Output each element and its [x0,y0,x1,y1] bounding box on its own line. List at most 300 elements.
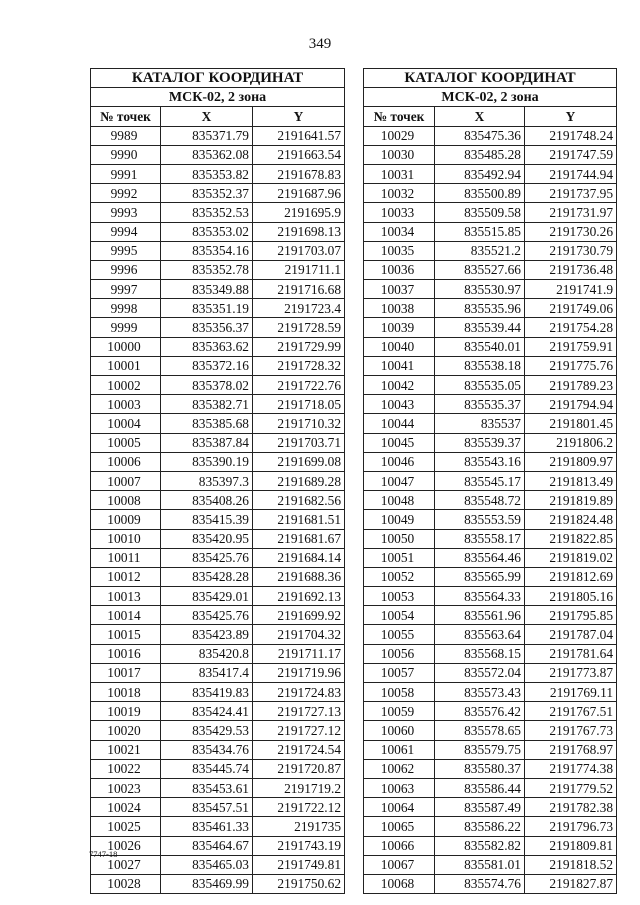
cell-x: 835564.46 [435,548,525,567]
cell-x: 835527.66 [435,260,525,279]
table-row [364,778,617,797]
cell-x: 835539.37 [435,433,525,452]
cell-x: 835353.02 [161,222,253,241]
cell-point-number: 10011 [91,548,161,567]
cell-y: 2191794.94 [525,395,617,414]
cell-x: 835382.71 [161,395,253,414]
table-row [364,299,617,318]
cell-point-number: 10033 [364,203,435,222]
table-row [91,683,345,702]
table-row [364,356,617,375]
cell-point-number: 10055 [364,625,435,644]
table-row [364,644,617,663]
cell-point-number: 10013 [91,587,161,606]
cell-y: 2191699.92 [253,606,345,625]
cell-point-number: 10005 [91,433,161,452]
cell-x: 835464.67 [161,836,253,855]
table-row [364,606,617,625]
cell-y: 2191722.12 [253,798,345,817]
cell-y: 2191809.81 [525,836,617,855]
catalog-subtitle: МСК-02, 2 зона [364,88,617,107]
table-row [364,625,617,644]
table-row [364,548,617,567]
cell-y: 2191819.02 [525,548,617,567]
cell-y: 2191827.87 [525,874,617,893]
cell-y: 2191663.54 [253,145,345,164]
cell-x: 835572.04 [435,663,525,682]
cell-point-number: 10004 [91,414,161,433]
cell-point-number: 10054 [364,606,435,625]
cell-point-number: 9993 [91,203,161,222]
cell-point-number: 10025 [91,817,161,836]
table-row [364,280,617,299]
table-row [91,606,345,625]
table-row [364,587,617,606]
cell-point-number: 10041 [364,356,435,375]
cell-y: 2191689.28 [253,471,345,490]
cell-x: 835352.37 [161,184,253,203]
cell-y: 2191801.45 [525,414,617,433]
cell-y: 2191695.9 [253,203,345,222]
cell-y: 2191699.08 [253,452,345,471]
cell-y: 2191728.32 [253,356,345,375]
cell-point-number: 10038 [364,299,435,318]
catalog-title: КАТАЛОГ КООРДИНАТ [364,69,617,88]
cell-x: 835453.61 [161,778,253,797]
cell-x: 835563.64 [435,625,525,644]
cell-point-number: 10056 [364,644,435,663]
cell-y: 2191729.99 [253,337,345,356]
cell-x: 835553.59 [435,510,525,529]
cell-x: 835538.18 [435,356,525,375]
cell-y: 2191720.87 [253,759,345,778]
cell-y: 2191724.83 [253,683,345,702]
cell-x: 835457.51 [161,798,253,817]
cell-y: 2191818.52 [525,855,617,874]
cell-y: 2191692.13 [253,587,345,606]
table-row [91,203,345,222]
cell-y: 2191724.54 [253,740,345,759]
cell-x: 835352.78 [161,260,253,279]
table-row [91,395,345,414]
table-row [91,740,345,759]
cell-x: 835420.8 [161,644,253,663]
table-row [91,491,345,510]
cell-point-number: 10019 [91,702,161,721]
table-row [364,740,617,759]
cell-x: 835390.19 [161,452,253,471]
cell-point-number: 10003 [91,395,161,414]
cell-point-number: 10009 [91,510,161,529]
cell-point-number: 10044 [364,414,435,433]
cell-point-number: 10021 [91,740,161,759]
cell-point-number: 10016 [91,644,161,663]
cell-point-number: 10024 [91,798,161,817]
table-row [91,567,345,586]
cell-point-number: 10051 [364,548,435,567]
cell-y: 2191809.97 [525,452,617,471]
cell-x: 835579.75 [435,740,525,759]
cell-point-number: 10049 [364,510,435,529]
table-row [364,683,617,702]
table-row [364,145,617,164]
cell-x: 835349.88 [161,280,253,299]
cell-x: 835586.22 [435,817,525,836]
cell-point-number: 9996 [91,260,161,279]
cell-y: 2191723.4 [253,299,345,318]
table-row [364,510,617,529]
cell-y: 2191813.49 [525,471,617,490]
cell-x: 835578.65 [435,721,525,740]
cell-point-number: 10050 [364,529,435,548]
cell-point-number: 10057 [364,663,435,682]
cell-x: 835587.49 [435,798,525,817]
cell-y: 2191711.1 [253,260,345,279]
cell-x: 835434.76 [161,740,253,759]
cell-y: 2191781.64 [525,644,617,663]
cell-y: 2191749.81 [253,855,345,874]
cell-y: 2191795.85 [525,606,617,625]
cell-x: 835428.28 [161,567,253,586]
cell-x: 835582.82 [435,836,525,855]
cell-point-number: 10039 [364,318,435,337]
column-header-x: X [161,107,253,126]
column-header-point-number: № точек [91,107,161,126]
cell-x: 835574.76 [435,874,525,893]
cell-y: 2191754.28 [525,318,617,337]
cell-point-number: 10027 [91,855,161,874]
table-row [364,663,617,682]
cell-x: 835465.03 [161,855,253,874]
table-row [91,164,345,183]
cell-x: 835475.36 [435,126,525,145]
cell-x: 835363.62 [161,337,253,356]
cell-point-number: 9994 [91,222,161,241]
column-header-point-number: № точек [364,107,435,126]
cell-x: 835515.85 [435,222,525,241]
cell-point-number: 10048 [364,491,435,510]
cell-point-number: 10053 [364,587,435,606]
table-row [91,356,345,375]
cell-y: 2191774.38 [525,759,617,778]
cell-point-number: 10060 [364,721,435,740]
cell-x: 835371.79 [161,126,253,145]
table-row [91,625,345,644]
coordinate-catalog-table-left [90,68,345,894]
catalog-title: КАТАЛОГ КООРДИНАТ [91,69,345,88]
cell-x: 835500.89 [435,184,525,203]
cell-y: 2191719.96 [253,663,345,682]
cell-y: 2191688.36 [253,567,345,586]
cell-x: 835545.17 [435,471,525,490]
table-row [364,491,617,510]
column-header-y: Y [525,107,617,126]
table-row [364,817,617,836]
cell-x: 835509.58 [435,203,525,222]
cell-x: 835352.53 [161,203,253,222]
cell-point-number: 10028 [91,874,161,893]
cell-y: 2191741.9 [525,280,617,299]
cell-point-number: 10006 [91,452,161,471]
table-row [364,874,617,893]
cell-y: 2191735 [253,817,345,836]
cell-point-number: 9998 [91,299,161,318]
table-row [91,337,345,356]
cell-x: 835564.33 [435,587,525,606]
table-row [91,222,345,241]
cell-point-number: 10007 [91,471,161,490]
table-row [91,721,345,740]
table-row [364,126,617,145]
cell-x: 835419.83 [161,683,253,702]
cell-point-number: 10029 [364,126,435,145]
table-row [364,471,617,490]
table-row [364,433,617,452]
cell-x: 835356.37 [161,318,253,337]
table-row [91,318,345,337]
cell-point-number: 10008 [91,491,161,510]
column-header-x: X [435,107,525,126]
cell-x: 835540.01 [435,337,525,356]
table-row [91,414,345,433]
table-body-left [91,126,345,894]
cell-x: 835537 [435,414,525,433]
cell-y: 2191782.38 [525,798,617,817]
cell-x: 835417.4 [161,663,253,682]
cell-point-number: 10061 [364,740,435,759]
cell-y: 2191796.73 [525,817,617,836]
cell-y: 2191731.97 [525,203,617,222]
cell-y: 2191703.71 [253,433,345,452]
table-row [91,126,345,145]
cell-point-number: 10000 [91,337,161,356]
cell-y: 2191684.14 [253,548,345,567]
cell-point-number: 10002 [91,376,161,395]
cell-point-number: 10030 [364,145,435,164]
cell-x: 835492.94 [435,164,525,183]
cell-point-number: 9991 [91,164,161,183]
cell-y: 2191719.2 [253,778,345,797]
cell-x: 835362.08 [161,145,253,164]
cell-point-number: 10062 [364,759,435,778]
cell-point-number: 10046 [364,452,435,471]
cell-y: 2191773.87 [525,663,617,682]
cell-x: 835586.44 [435,778,525,797]
table-row [364,836,617,855]
table-row [91,836,345,855]
cell-point-number: 10022 [91,759,161,778]
table-row [91,874,345,893]
cell-y: 2191704.32 [253,625,345,644]
cell-x: 835548.72 [435,491,525,510]
cell-x: 835485.28 [435,145,525,164]
cell-y: 2191716.68 [253,280,345,299]
table-row [364,721,617,740]
table-row [91,145,345,164]
table-body-right [364,126,617,894]
cell-y: 2191787.04 [525,625,617,644]
cell-point-number: 9999 [91,318,161,337]
cell-y: 2191722.76 [253,376,345,395]
table-row [364,567,617,586]
cell-point-number: 9989 [91,126,161,145]
cell-point-number: 10014 [91,606,161,625]
cell-point-number: 10026 [91,836,161,855]
cell-point-number: 10035 [364,241,435,260]
cell-x: 835429.53 [161,721,253,740]
cell-y: 2191678.83 [253,164,345,183]
table-row [91,241,345,260]
cell-y: 2191806.2 [525,433,617,452]
cell-point-number: 10045 [364,433,435,452]
cell-x: 835397.3 [161,471,253,490]
table-row [364,260,617,279]
cell-point-number: 10068 [364,874,435,893]
cell-x: 835425.76 [161,548,253,567]
cell-point-number: 9990 [91,145,161,164]
table-row [91,510,345,529]
cell-y: 2191710.32 [253,414,345,433]
cell-point-number: 10010 [91,529,161,548]
cell-x: 835535.96 [435,299,525,318]
table-row [91,855,345,874]
cell-y: 2191822.85 [525,529,617,548]
cell-point-number: 10063 [364,778,435,797]
table-row [91,376,345,395]
cell-y: 2191767.51 [525,702,617,721]
cell-y: 2191703.07 [253,241,345,260]
cell-y: 2191743.19 [253,836,345,855]
table-row [91,260,345,279]
cell-y: 2191641.57 [253,126,345,145]
table-row [91,759,345,778]
cell-x: 835539.44 [435,318,525,337]
document-code: 7747-18 [89,849,118,859]
table-row [91,778,345,797]
cell-y: 2191812.69 [525,567,617,586]
cell-x: 835424.41 [161,702,253,721]
cell-y: 2191687.96 [253,184,345,203]
cell-x: 835445.74 [161,759,253,778]
cell-x: 835581.01 [435,855,525,874]
cell-x: 835573.43 [435,683,525,702]
cell-x: 835385.68 [161,414,253,433]
cell-x: 835535.05 [435,376,525,395]
cell-y: 2191728.59 [253,318,345,337]
table-row [364,203,617,222]
catalog-subtitle: МСК-02, 2 зона [91,88,345,107]
cell-point-number: 10020 [91,721,161,740]
cell-y: 2191744.94 [525,164,617,183]
table-row [364,337,617,356]
cell-y: 2191681.67 [253,529,345,548]
column-header-y: Y [253,107,345,126]
cell-point-number: 10012 [91,567,161,586]
table-row [91,299,345,318]
table-row [364,395,617,414]
table-row [91,702,345,721]
table-row [91,798,345,817]
cell-y: 2191681.51 [253,510,345,529]
cell-y: 2191749.06 [525,299,617,318]
table-row [364,702,617,721]
cell-point-number: 10017 [91,663,161,682]
table-row [91,817,345,836]
cell-y: 2191747.59 [525,145,617,164]
cell-y: 2191711.17 [253,644,345,663]
table-row [364,376,617,395]
cell-point-number: 9992 [91,184,161,203]
cell-point-number: 10065 [364,817,435,836]
cell-y: 2191718.05 [253,395,345,414]
table-row [91,548,345,567]
cell-point-number: 10064 [364,798,435,817]
cell-y: 2191736.48 [525,260,617,279]
cell-y: 2191824.48 [525,510,617,529]
cell-x: 835425.76 [161,606,253,625]
cell-x: 835561.96 [435,606,525,625]
cell-y: 2191805.16 [525,587,617,606]
cell-x: 835530.97 [435,280,525,299]
cell-x: 835469.99 [161,874,253,893]
cell-y: 2191769.11 [525,683,617,702]
cell-point-number: 10036 [364,260,435,279]
cell-point-number: 10058 [364,683,435,702]
table-row [364,529,617,548]
table-row [91,184,345,203]
cell-x: 835558.17 [435,529,525,548]
cell-x: 835378.02 [161,376,253,395]
cell-y: 2191682.56 [253,491,345,510]
table-row [364,241,617,260]
cell-y: 2191698.13 [253,222,345,241]
table-row [364,759,617,778]
table-row [364,222,617,241]
cell-x: 835354.16 [161,241,253,260]
cell-x: 835580.37 [435,759,525,778]
cell-x: 835568.15 [435,644,525,663]
table-row [364,184,617,203]
table-row [91,644,345,663]
cell-x: 835576.42 [435,702,525,721]
cell-point-number: 10066 [364,836,435,855]
cell-y: 2191779.52 [525,778,617,797]
cell-x: 835408.26 [161,491,253,510]
table-row [364,452,617,471]
cell-x: 835521.2 [435,241,525,260]
table-row [91,663,345,682]
cell-y: 2191768.97 [525,740,617,759]
table-row [91,280,345,299]
cell-y: 2191730.79 [525,241,617,260]
table-row [91,452,345,471]
coordinate-catalog-table-right [363,68,617,894]
cell-point-number: 10023 [91,778,161,797]
cell-point-number: 10042 [364,376,435,395]
table-row [364,798,617,817]
cell-point-number: 10031 [364,164,435,183]
cell-y: 2191727.12 [253,721,345,740]
table-row [91,471,345,490]
table-row [364,414,617,433]
cell-x: 835387.84 [161,433,253,452]
table-row [91,433,345,452]
cell-x: 835351.19 [161,299,253,318]
table-row [91,529,345,548]
cell-x: 835423.89 [161,625,253,644]
cell-point-number: 10018 [91,683,161,702]
page-number: 349 [308,36,332,52]
